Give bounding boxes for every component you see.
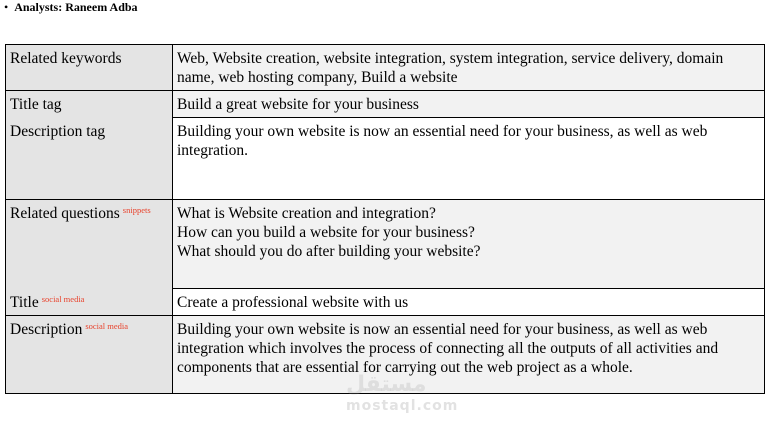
question-line: What is Website creation and integration? <box>177 204 436 222</box>
analysts-text: Analysts: Raneem Adba <box>14 0 138 14</box>
seo-table <box>5 44 765 394</box>
row-value-text: Web, Website creation, website integration, system integration, service delivery, domain name, web hosting company, Build a website <box>177 50 724 86</box>
row-label: Description tag <box>10 122 106 140</box>
table-row <box>6 289 765 316</box>
row-value-cell <box>173 199 765 289</box>
row-value-cell <box>173 289 765 316</box>
row-label-cell <box>6 45 173 91</box>
row-label-cell <box>6 289 173 316</box>
watermark-logo: مستقل <box>346 372 427 397</box>
question-line: What should you do after building your website? <box>177 242 481 260</box>
question-line: How can you build a website for your business? <box>177 223 475 241</box>
row-label: Description <box>10 321 83 338</box>
analysts-line <box>4 0 138 14</box>
row-label-superscript: snippets <box>122 204 151 215</box>
watermark-text: mostaql.com <box>346 398 459 414</box>
row-label: Related questions <box>10 204 120 222</box>
row-value-cell <box>173 45 765 91</box>
table-row <box>6 45 765 91</box>
row-value-cell <box>173 91 765 118</box>
row-label-cell <box>6 199 173 289</box>
row-label-superscript: social media <box>41 293 85 304</box>
row-label: Title tag <box>10 96 62 113</box>
table-row <box>6 91 765 118</box>
row-value-cell <box>173 316 765 394</box>
table-row <box>6 316 765 394</box>
row-label: Related keywords <box>10 50 122 67</box>
row-value-text: Building your own website is now an essential need for your business, as well as web integration which involves the process of connecting all the outputs of all activities and components that are essential for carrying out the web project as a whole. <box>177 321 719 376</box>
bullet-marker: • <box>4 0 9 14</box>
table-row <box>6 199 765 289</box>
row-value-text: Building your own website is now an essential need for your business, as well as web integration. <box>177 123 708 159</box>
row-label: Title <box>10 293 39 311</box>
row-label-cell <box>6 118 173 200</box>
row-label-cell <box>6 316 173 394</box>
table-row <box>6 118 765 200</box>
row-label-cell <box>6 91 173 118</box>
row-value-cell <box>173 118 765 200</box>
row-value-text: Create a professional website with us <box>177 294 409 311</box>
row-label-superscript: social media <box>85 321 129 331</box>
row-value-text: Build a great website for your business <box>177 96 419 113</box>
